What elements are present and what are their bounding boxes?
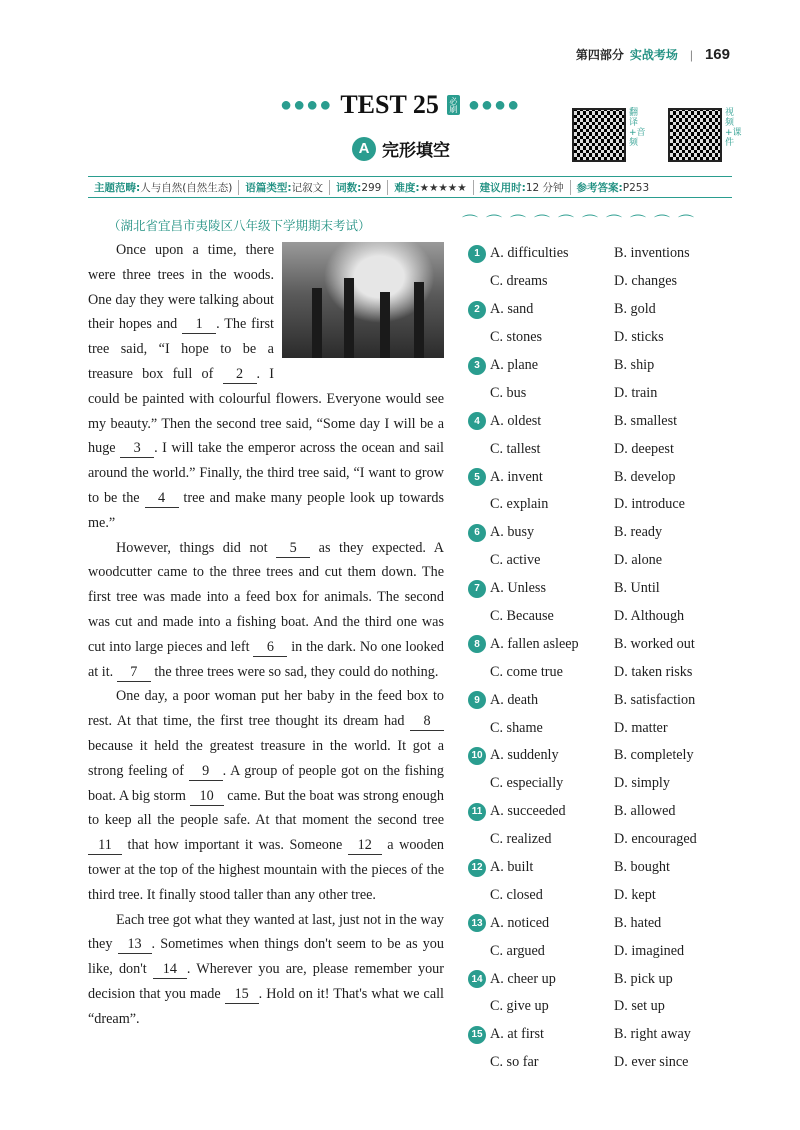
page-header <box>576 46 730 63</box>
option-a[interactable]: A. invent <box>490 468 543 485</box>
passage-text: tree and make many people look up towards me.” <box>88 489 444 531</box>
option-d[interactable]: D. changes <box>614 273 678 290</box>
blank-4[interactable]: 4 <box>145 489 179 508</box>
question-7-row-cd <box>468 603 738 631</box>
question-14-row-ab <box>468 965 738 993</box>
option-c[interactable]: C. realized <box>490 831 552 848</box>
paragraph-4 <box>88 908 444 1032</box>
question-number-icon: 15 <box>468 1026 486 1044</box>
option-b[interactable]: B. allowed <box>614 803 676 820</box>
page-number: 169 <box>704 46 730 63</box>
info-time: 建议用时:12 分钟 <box>474 180 571 195</box>
blank-12[interactable]: 12 <box>348 836 382 855</box>
info-theme: 主题范畴:人与自然(自然生态) <box>88 180 239 195</box>
passage-text: . I could be painted with colourful flowers. Everyone would see my beauty.” Then the second tree said, “Some day I will be a huge <box>88 365 444 457</box>
paragraph-3 <box>88 684 444 907</box>
option-c[interactable]: C. stones <box>490 329 543 346</box>
option-d[interactable]: D. imagined <box>614 942 685 959</box>
passage-text: because it held the greatest treasure in the world. It got a strong feeling of <box>88 737 444 779</box>
passage-text: came. But the boat was strong enough to keep all the people safe. At that moment the second tree <box>88 787 444 829</box>
option-a[interactable]: A. fallen asleep <box>490 635 579 652</box>
option-b[interactable]: B. pick up <box>614 970 673 987</box>
question-number-icon: 13 <box>468 914 486 932</box>
option-d[interactable]: D. set up <box>614 998 665 1015</box>
option-a[interactable]: A. sand <box>490 301 534 318</box>
info-difficulty: 难度:★★★★★ <box>388 180 473 195</box>
passage-text: . The first tree said, “I hope to be a treasure box full of <box>88 316 274 382</box>
blank-14[interactable]: 14 <box>153 960 187 979</box>
blank-1[interactable]: 1 <box>182 315 216 334</box>
paragraph-2 <box>88 536 444 685</box>
option-a[interactable]: A. suddenly <box>490 747 559 764</box>
option-c[interactable]: C. tallest <box>490 440 541 457</box>
option-a[interactable]: A. Unless <box>490 580 546 597</box>
option-d[interactable]: D. train <box>614 384 658 401</box>
option-b[interactable]: B. bought <box>614 859 670 876</box>
question-1-row-cd <box>468 268 738 296</box>
option-c[interactable]: C. explain <box>490 496 549 513</box>
passage-text: Once upon a time, there were three trees in the woods. One day they were talking about their hopes and <box>88 242 274 333</box>
question-number-icon: 12 <box>468 859 486 877</box>
option-c[interactable]: C. so far <box>490 1054 539 1071</box>
option-a[interactable]: A. built <box>490 859 534 876</box>
question-5-row-ab <box>468 463 738 491</box>
option-c[interactable]: C. come true <box>490 663 563 680</box>
decor-wave-icon: ⌒⌒⌒⌒⌒⌒⌒⌒⌒⌒ <box>462 215 703 232</box>
qr-label-video: 视频+课件 <box>725 108 742 148</box>
passage-text: However, things did not <box>116 539 277 556</box>
option-a[interactable]: A. cheer up <box>490 970 556 987</box>
question-15-row-cd <box>468 1049 738 1077</box>
passage-text: . Hold on it! That's what we call “dream”. <box>88 985 444 1027</box>
question-number-icon: 9 <box>468 691 486 709</box>
title-badge: 必刷 <box>448 97 458 113</box>
passage-text: the three trees were so sad, they could do nothing. <box>150 663 439 680</box>
question-number-icon: 8 <box>468 635 486 653</box>
question-12-row-cd <box>468 881 738 909</box>
info-words: 词数:299 <box>330 180 388 195</box>
question-9-row-cd <box>468 714 738 742</box>
question-number-icon: 14 <box>468 970 486 988</box>
qr-code-translation-icon[interactable] <box>572 108 626 162</box>
passage-text: One day, a poor woman put her baby in the feed box to rest. At that time, the first tree thought its dream had <box>88 688 444 730</box>
option-b[interactable]: B. inventions <box>614 245 690 262</box>
option-a[interactable]: A. at first <box>490 1026 544 1043</box>
option-d[interactable]: D. introduce <box>614 496 685 513</box>
question-11-row-cd <box>468 826 738 854</box>
option-b[interactable]: B. ready <box>614 524 663 541</box>
question-number-icon: 5 <box>468 468 486 486</box>
cloze-passage <box>88 238 444 1032</box>
option-d[interactable]: D. Although <box>614 608 685 625</box>
question-3-row-cd <box>468 379 738 407</box>
question-1-row-ab <box>468 240 738 268</box>
header-divider: | <box>689 47 693 62</box>
question-number-icon: 3 <box>468 357 486 375</box>
option-a[interactable]: A. death <box>490 691 539 708</box>
passage-text: a wooden tower at the top of the highest mountain with the pieces of the third tree. It finally stood taller than any other tree. <box>88 837 445 903</box>
question-number-icon: 1 <box>468 245 486 263</box>
question-12-row-ab <box>468 854 738 882</box>
question-number-icon: 10 <box>468 747 486 765</box>
qr-code-video-icon[interactable] <box>668 108 722 162</box>
passage-text: . Sometimes when things don't seem to be as you like, don't <box>88 936 444 978</box>
option-a[interactable]: A. succeeded <box>490 803 566 820</box>
question-8-row-ab <box>468 630 738 658</box>
option-d[interactable]: D. encouraged <box>614 831 697 848</box>
blank-3[interactable]: 3 <box>120 439 154 458</box>
option-b[interactable]: B. Until <box>614 580 660 597</box>
trees-photo <box>282 242 444 358</box>
part-name: 实战考场 <box>629 48 678 62</box>
blank-2[interactable]: 2 <box>223 365 257 384</box>
question-7-row-ab <box>468 575 738 603</box>
passage-text: . I will take the emperor across the ocean and sail around the world.” Finally, the third tree said, “I want to grow to be the <box>88 440 444 506</box>
option-a[interactable]: A. noticed <box>490 914 550 931</box>
info-answer: 参考答案:P253 <box>576 181 650 194</box>
option-b[interactable]: B. satisfaction <box>614 691 696 708</box>
option-c[interactable]: C. closed <box>490 886 543 903</box>
question-13-row-ab <box>468 909 738 937</box>
blank-13[interactable]: 13 <box>118 935 152 954</box>
option-a[interactable]: A. oldest <box>490 412 542 429</box>
question-13-row-cd <box>468 937 738 965</box>
passage-text: as they expected. A woodcutter came to the three trees and cut them down. The first tree was made into a feed box for animals. The second was cut and made into a fishing boat. And the third one was cut into large pieces and left <box>88 539 444 655</box>
paragraph-1 <box>88 238 444 536</box>
blank-5[interactable]: 5 <box>276 539 310 558</box>
options-list <box>468 240 738 1077</box>
question-number-icon: 6 <box>468 524 486 542</box>
question-6-row-cd <box>468 547 738 575</box>
option-b[interactable]: B. hated <box>614 914 662 931</box>
option-d[interactable]: D. kept <box>614 886 656 903</box>
blank-15[interactable]: 15 <box>225 985 259 1004</box>
decor-dots-left-icon: ●●●● <box>280 94 333 116</box>
question-number-icon: 7 <box>468 580 486 598</box>
option-c[interactable]: C. argued <box>490 942 545 959</box>
blank-10[interactable]: 10 <box>190 787 224 806</box>
question-14-row-cd <box>468 993 738 1021</box>
option-b[interactable]: B. smallest <box>614 412 678 429</box>
question-2-row-ab <box>468 296 738 324</box>
qr-label-translation: 翻译+音频 <box>629 108 646 148</box>
question-number-icon: 2 <box>468 301 486 319</box>
question-15-row-ab <box>468 1021 738 1049</box>
section-letter-icon: A <box>352 137 376 161</box>
question-5-row-cd <box>468 491 738 519</box>
question-4-row-cd <box>468 435 738 463</box>
option-b[interactable]: B. gold <box>614 301 656 318</box>
info-type: 语篇类型:记叙文 <box>239 180 330 195</box>
info-bar <box>88 176 732 198</box>
option-c[interactable]: C. especially <box>490 775 564 792</box>
test-title: TEST 25 <box>340 90 439 119</box>
question-10-row-ab <box>468 742 738 770</box>
part-label: 第四部分 <box>575 48 624 62</box>
blank-6[interactable]: 6 <box>253 638 287 657</box>
option-c[interactable]: C. dreams <box>490 273 548 290</box>
question-8-row-cd <box>468 658 738 686</box>
passage-text: . A group of people got on the fishing boat. A big storm <box>88 762 444 804</box>
option-b[interactable]: B. completely <box>614 747 694 764</box>
option-a[interactable]: A. busy <box>490 524 535 541</box>
question-11-row-ab <box>468 798 738 826</box>
decor-dots-right-icon: ●●●● <box>467 94 521 116</box>
question-number-icon: 11 <box>468 803 486 821</box>
passage-text: in the dark. No one looked at it. <box>88 638 444 680</box>
option-d[interactable]: D. taken risks <box>614 663 693 680</box>
question-10-row-cd <box>468 770 738 798</box>
option-d[interactable]: D. ever since <box>614 1054 689 1071</box>
option-c[interactable]: C. bus <box>490 384 527 401</box>
option-a[interactable]: A. difficulties <box>490 245 569 262</box>
option-a[interactable]: A. plane <box>490 357 539 373</box>
option-d[interactable]: D. matter <box>614 719 668 736</box>
option-b[interactable]: B. ship <box>614 357 655 373</box>
blank-8[interactable]: 8 <box>410 712 444 731</box>
question-2-row-cd <box>468 324 738 352</box>
question-9-row-ab <box>468 686 738 714</box>
option-d[interactable]: D. alone <box>614 552 663 569</box>
blank-9[interactable]: 9 <box>189 762 223 781</box>
question-6-row-ab <box>468 519 738 547</box>
option-d[interactable]: D. sticks <box>614 329 664 346</box>
option-d[interactable]: D. deepest <box>614 440 674 457</box>
question-3-row-ab <box>468 352 738 380</box>
section-title: 完形填空 <box>382 141 450 161</box>
option-c[interactable]: C. Because <box>490 608 554 625</box>
option-c[interactable]: C. shame <box>490 719 543 736</box>
passage-text: that how important it was. Someone <box>122 837 348 854</box>
blank-11[interactable]: 11 <box>88 836 122 855</box>
passage-text: Each tree got what they wanted at last, just not in the way they <box>88 911 444 953</box>
question-4-row-ab <box>468 407 738 435</box>
option-b[interactable]: B. worked out <box>614 635 695 652</box>
option-d[interactable]: D. simply <box>614 775 670 792</box>
option-c[interactable]: C. give up <box>490 998 549 1015</box>
option-b[interactable]: B. right away <box>614 1026 691 1043</box>
source-note: （湖北省宜昌市夷陵区八年级下学期期末考试） <box>108 218 371 233</box>
option-c[interactable]: C. active <box>490 552 541 569</box>
option-b[interactable]: B. develop <box>614 468 676 485</box>
test-title-row <box>280 90 520 120</box>
section-heading <box>352 136 450 161</box>
question-number-icon: 4 <box>468 412 486 430</box>
blank-7[interactable]: 7 <box>117 663 151 682</box>
passage-text: . Wherever you are, please remember your decision that you made <box>88 961 444 1002</box>
